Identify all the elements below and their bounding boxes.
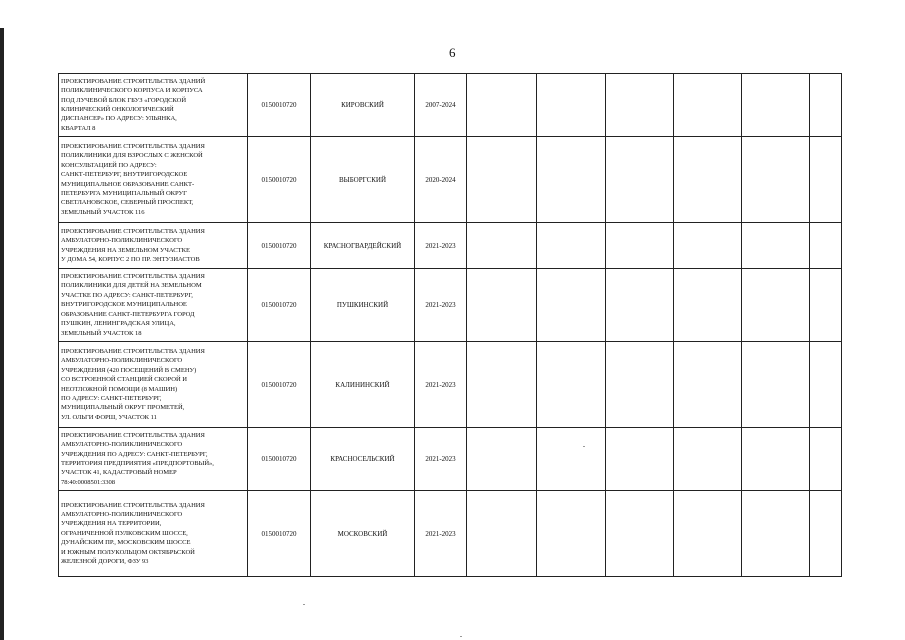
empty-cell xyxy=(674,269,742,342)
scan-speck xyxy=(303,604,305,605)
empty-cell xyxy=(674,342,742,428)
empty-cell xyxy=(674,428,742,491)
object-description: ПРОЕКТИРОВАНИЕ СТРОИТЕЛЬСТВА ЗДАНИЯ АМБУЛАТОРНО-ПОЛИКЛИНИЧЕСКОГО УЧРЕЖДЕНИЯ НА ТЕРРИТОРИИ, ОГРАНИЧЕННОЙ ПУЛКОВСКИМ ШОССЕ, ДУНАЙСКИМ ПР., МОСКОВСКИМ ШОССЕ И ЮЖНЫМ ПОЛУКОЛЬЦОМ ОКТЯБРЬСКОЙ ЖЕЛЕЗНОЙ ДОРОГИ, ФЗУ 93 xyxy=(59,491,248,577)
object-description: ПРОЕКТИРОВАНИЕ СТРОИТЕЛЬСТВА ЗДАНИЯ АМБУЛАТОРНО-ПОЛИКЛИНИЧЕСКОГО УЧРЕЖДЕНИЯ (420 ПОСЕЩЕНИЙ В СМЕНУ) СО ВСТРОЕННОЙ СТАНЦИЕЙ СКОРОЙ И НЕОТЛОЖНОЙ ПОМОЩИ (8 МАШИН) ПО АДРЕСУ: САНКТ-ПЕТЕРБУРГ, МУНИЦИПАЛЬНЫЙ ОКРУГ ПРОМЕТЕЙ, УЛ. ОЛЬГИ ФОРШ, УЧАСТОК 11 xyxy=(59,342,248,428)
empty-cell xyxy=(810,269,842,342)
empty-cell xyxy=(467,223,537,269)
table-row xyxy=(59,342,842,428)
budget-code: 0150010720 xyxy=(248,269,311,342)
objects-table xyxy=(58,73,842,577)
empty-cell xyxy=(674,74,742,137)
budget-code: 0150010720 xyxy=(248,137,311,223)
empty-cell xyxy=(606,74,674,137)
empty-cell xyxy=(606,342,674,428)
budget-code: 0150010720 xyxy=(248,223,311,269)
district-name: ВЫБОРГСКИЙ xyxy=(311,137,415,223)
empty-cell xyxy=(742,428,810,491)
table-row xyxy=(59,428,842,491)
empty-cell xyxy=(606,428,674,491)
empty-cell xyxy=(810,137,842,223)
district-name: КРАСНОСЕЛЬСКИЙ xyxy=(311,428,415,491)
implementation-period: 2021-2023 xyxy=(415,342,467,428)
empty-cell xyxy=(537,223,606,269)
empty-cell xyxy=(742,269,810,342)
implementation-period: 2021-2023 xyxy=(415,491,467,577)
empty-cell xyxy=(606,137,674,223)
empty-cell xyxy=(742,137,810,223)
empty-cell xyxy=(467,269,537,342)
empty-cell xyxy=(742,342,810,428)
table-row xyxy=(59,223,842,269)
object-description: ПРОЕКТИРОВАНИЕ СТРОИТЕЛЬСТВА ЗДАНИЯ АМБУЛАТОРНО-ПОЛИКЛИНИЧЕСКОГО УЧРЕЖДЕНИЯ НА ЗЕМЕЛЬНОМ УЧАСТКЕ У ДОМА 54, КОРПУС 2 ПО ПР. ЭНТУЗИАСТОВ xyxy=(59,223,248,269)
empty-cell xyxy=(537,491,606,577)
empty-cell xyxy=(674,491,742,577)
empty-cell xyxy=(674,223,742,269)
table-row xyxy=(59,491,842,577)
implementation-period: 2020-2024 xyxy=(415,137,467,223)
empty-cell xyxy=(537,428,606,491)
scan-speck xyxy=(460,636,462,637)
implementation-period: 2007-2024 xyxy=(415,74,467,137)
empty-cell xyxy=(674,137,742,223)
page-number: 6 xyxy=(449,45,456,60)
object-description: ПРОЕКТИРОВАНИЕ СТРОИТЕЛЬСТВА ЗДАНИЯ АМБУЛАТОРНО-ПОЛИКЛИНИЧЕСКОГО УЧРЕЖДЕНИЯ ПО АДРЕСУ: САНКТ-ПЕТЕРБУРГ, ТЕРРИТОРИЯ ПРЕДПРИЯТИЯ «ПРЕДПОРТОВЫЙ», УЧАСТОК 41, КАДАСТРОВЫЙ НОМЕР 78:40:0008501:3308 xyxy=(59,428,248,491)
district-name: ПУШКИНСКИЙ xyxy=(311,269,415,342)
empty-cell xyxy=(810,428,842,491)
object-description: ПРОЕКТИРОВАНИЕ СТРОИТЕЛЬСТВА ЗДАНИЙ ПОЛИКЛИНИЧЕСКОГО КОРПУСА И КОРПУСА ПОД ЛУЧЕВОЙ БЛОК ГБУЗ «ГОРОДСКОЙ КЛИНИЧЕСКИЙ ОНКОЛОГИЧЕСКИЙ ДИСПАНСЕР» ПО АДРЕСУ: УЛЬЯНКА, КВАРТАЛ 8 xyxy=(59,74,248,137)
empty-cell xyxy=(606,269,674,342)
empty-cell xyxy=(606,491,674,577)
object-description: ПРОЕКТИРОВАНИЕ СТРОИТЕЛЬСТВА ЗДАНИЯ ПОЛИКЛИНИКИ ДЛЯ ДЕТЕЙ НА ЗЕМЕЛЬНОМ УЧАСТКЕ ПО АДРЕСУ: САНКТ-ПЕТЕРБУРГ, ВНУТРИГОРОДСКОЕ МУНИЦИПАЛЬНОЕ ОБРАЗОВАНИЕ САНКТ-ПЕТЕРБУРГА ГОРОД ПУШКИН, ЛЕНИНГРАДСКАЯ УЛИЦА, ЗЕМЕЛЬНЫЙ УЧАСТОК 18 xyxy=(59,269,248,342)
empty-cell xyxy=(810,223,842,269)
district-name: КАЛИНИНСКИЙ xyxy=(311,342,415,428)
table-row xyxy=(59,74,842,137)
empty-cell xyxy=(742,74,810,137)
empty-cell xyxy=(810,491,842,577)
implementation-period: 2021-2023 xyxy=(415,269,467,342)
empty-cell xyxy=(810,74,842,137)
empty-cell xyxy=(467,137,537,223)
implementation-period: 2021-2023 xyxy=(415,223,467,269)
table-row xyxy=(59,269,842,342)
empty-cell xyxy=(537,137,606,223)
budget-code: 0150010720 xyxy=(248,342,311,428)
scan-speck xyxy=(583,446,585,447)
empty-cell xyxy=(810,342,842,428)
empty-cell xyxy=(537,74,606,137)
empty-cell xyxy=(467,428,537,491)
district-name: КИРОВСКИЙ xyxy=(311,74,415,137)
budget-code: 0150010720 xyxy=(248,428,311,491)
budget-code: 0150010720 xyxy=(248,74,311,137)
table-row xyxy=(59,137,842,223)
scan-edge-bar xyxy=(0,28,4,640)
empty-cell xyxy=(537,342,606,428)
district-name: МОСКОВСКИЙ xyxy=(311,491,415,577)
empty-cell xyxy=(467,491,537,577)
empty-cell xyxy=(742,491,810,577)
budget-code: 0150010720 xyxy=(248,491,311,577)
district-name: КРАСНОГВАРДЕЙСКИЙ xyxy=(311,223,415,269)
empty-cell xyxy=(742,223,810,269)
implementation-period: 2021-2023 xyxy=(415,428,467,491)
empty-cell xyxy=(606,223,674,269)
empty-cell xyxy=(467,74,537,137)
empty-cell xyxy=(467,342,537,428)
empty-cell xyxy=(537,269,606,342)
object-description: ПРОЕКТИРОВАНИЕ СТРОИТЕЛЬСТВА ЗДАНИЯ ПОЛИКЛИНИКИ ДЛЯ ВЗРОСЛЫХ С ЖЕНСКОЙ КОНСУЛЬТАЦИЕЙ ПО АДРЕСУ: САНКТ-ПЕТЕРБУРГ, ВНУТРИГОРОДСКОЕ МУНИЦИПАЛЬНОЕ ОБРАЗОВАНИЕ САНКТ- ПЕТЕРБУРГА МУНИЦИПАЛЬНЫЙ ОКРУГ СВЕТЛАНОВСКОЕ, СЕВЕРНЫЙ ПРОСПЕКТ, ЗЕМЕЛЬНЫЙ УЧАСТОК 116 xyxy=(59,137,248,223)
